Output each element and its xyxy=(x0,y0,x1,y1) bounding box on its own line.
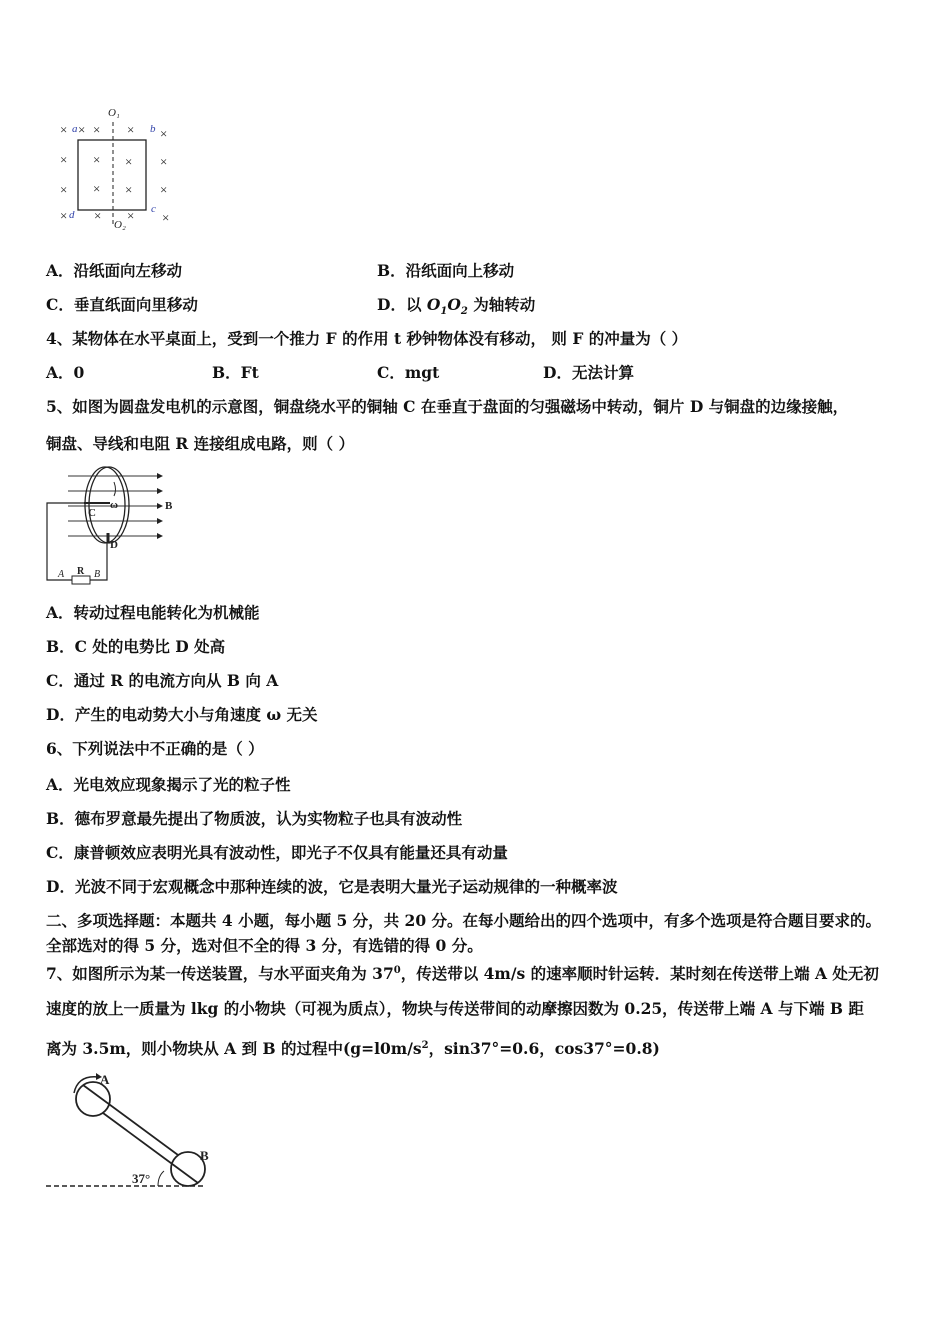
angle-arc xyxy=(158,1171,164,1186)
axis-o1: $O_1O_2$ xyxy=(426,295,468,318)
field-cross: × xyxy=(162,210,170,225)
q5-option-b: B．C 处的电势比 D 处高 xyxy=(46,637,226,656)
loop-in-field-figure xyxy=(50,100,190,235)
q4-option-a: A．0 xyxy=(46,363,85,382)
field-cross: × xyxy=(127,122,135,137)
field-cross: × xyxy=(160,126,168,141)
q4-stem: 4、某物体在水平桌面上，受到一个推力 F 的作用 t 秒钟物体没有移动， 则 F 的冲量为（ ） xyxy=(46,329,688,348)
disk-generator-figure xyxy=(42,462,192,587)
label-field-b: B xyxy=(165,500,173,512)
field-cross: × xyxy=(93,152,101,167)
label-d: d xyxy=(69,209,75,221)
q4-option-d: D．无法计算 xyxy=(543,363,634,382)
field-cross: × xyxy=(78,122,86,137)
q6-option-a: A．光电效应现象揭示了光的粒子性 xyxy=(46,775,291,794)
rotation-arrow xyxy=(114,482,116,496)
belt-lower xyxy=(103,1113,198,1183)
q7-stem-line2: 速度的放上一质量为 lkg 的小物块（可视为质点），物块与传送带间的动摩擦因数为 0.25，传送带上端 A 与下端 B 距 xyxy=(46,999,864,1018)
q7-stem-line3: 离为 3.5m，则小物块从 A 到 B 的过程中($g=l0m/s^2$，sin37°=0.6，cos37°=0.8) xyxy=(46,1039,660,1059)
q3-option-d-suffix: 为轴转动 xyxy=(467,295,536,314)
q3-option-d-prefix: D．以 xyxy=(377,295,427,314)
q5-stem-line1: 5、如图为圆盘发电机的示意图，铜盘绕水平的铜轴 C 在垂直于盘面的匀强磁场中转动，铜片 D 与铜盘的边缘接触， xyxy=(46,397,849,416)
q3-option-c: C．垂直纸面向里移动 xyxy=(46,295,198,314)
q3-option-a: A．沿纸面向左移动 xyxy=(46,261,183,280)
field-cross: × xyxy=(125,182,133,197)
field-cross: × xyxy=(127,208,135,223)
resistor-r xyxy=(72,576,90,584)
label-b: B xyxy=(200,1148,209,1163)
label-o1: O₁ xyxy=(108,107,120,119)
label-a: A xyxy=(58,569,65,580)
q5-option-c: C．通过 R 的电流方向从 B 向 A xyxy=(46,671,279,690)
q4-option-b: B．Ft xyxy=(212,363,259,382)
field-cross: × xyxy=(160,182,168,197)
field-cross: × xyxy=(60,182,68,197)
q3-option-b: B．沿纸面向上移动 xyxy=(377,261,515,280)
conveyor-belt-figure xyxy=(40,1065,220,1195)
field-cross: × xyxy=(94,208,102,223)
belt-upper xyxy=(83,1085,178,1155)
label-axle-c: C xyxy=(88,507,96,519)
label-brush-d: D xyxy=(110,539,118,551)
q6-option-b: B．德布罗意最先提出了物质波，认为实物粒子也具有波动性 xyxy=(46,809,463,828)
angle-label: 37° xyxy=(132,1171,151,1186)
section2-heading-line2: 全部选对的得 5 分，选对但不全的得 3 分，有选错的得 0 分。 xyxy=(46,936,483,955)
label-b: b xyxy=(150,123,156,135)
label-a: a xyxy=(72,123,78,135)
q5-option-a: A．转动过程电能转化为机械能 xyxy=(46,603,260,622)
q7-stem-line1: 7、如图所示为某一传送装置，与水平面夹角为 $37^0$，传送带以 4m/s 的速率顺时针运转．某时刻在传送带上端 A 处无初 xyxy=(46,964,879,984)
square-loop xyxy=(78,140,146,210)
q4-option-c: C．mgt xyxy=(377,363,440,382)
field-cross: × xyxy=(60,122,68,137)
field-cross: × xyxy=(60,152,68,167)
field-cross: × xyxy=(93,181,101,196)
q5-stem-line2: 铜盘、导线和电阻 R 连接组成电路，则（ ） xyxy=(46,434,355,453)
q6-stem: 6、下列说法中不正确的是（ ） xyxy=(46,739,264,758)
label-c: c xyxy=(151,203,156,215)
top-pulley xyxy=(76,1082,110,1116)
q6-option-d: D．光波不同于宏观概念中那种连续的波，它是表明大量光子运动规律的一种概率波 xyxy=(46,877,618,896)
label-b-terminal: B xyxy=(94,569,101,580)
q5-option-d: D．产生的电动势大小与角速度 ω 无关 xyxy=(46,705,318,724)
field-cross: × xyxy=(160,154,168,169)
q3-option-d xyxy=(377,295,535,322)
copper-disk xyxy=(85,467,125,543)
copper-disk-rim xyxy=(89,467,129,543)
section2-heading-line1: 二、多项选择题：本题共 4 小题，每小题 5 分，共 20 分。在每小题给出的四个选项中，有多个选项是符合题目要求的。 xyxy=(46,911,882,930)
label-o2: O₂ xyxy=(114,219,126,231)
q6-option-c: C．康普顿效应表明光具有波动性，即光子不仅具有能量还具有动量 xyxy=(46,843,508,862)
label-a: A xyxy=(100,1072,110,1087)
field-cross: × xyxy=(125,154,133,169)
field-cross: × xyxy=(60,208,68,223)
label-r: R xyxy=(77,566,85,577)
field-cross: × xyxy=(93,122,101,137)
label-omega: ω xyxy=(110,499,119,511)
